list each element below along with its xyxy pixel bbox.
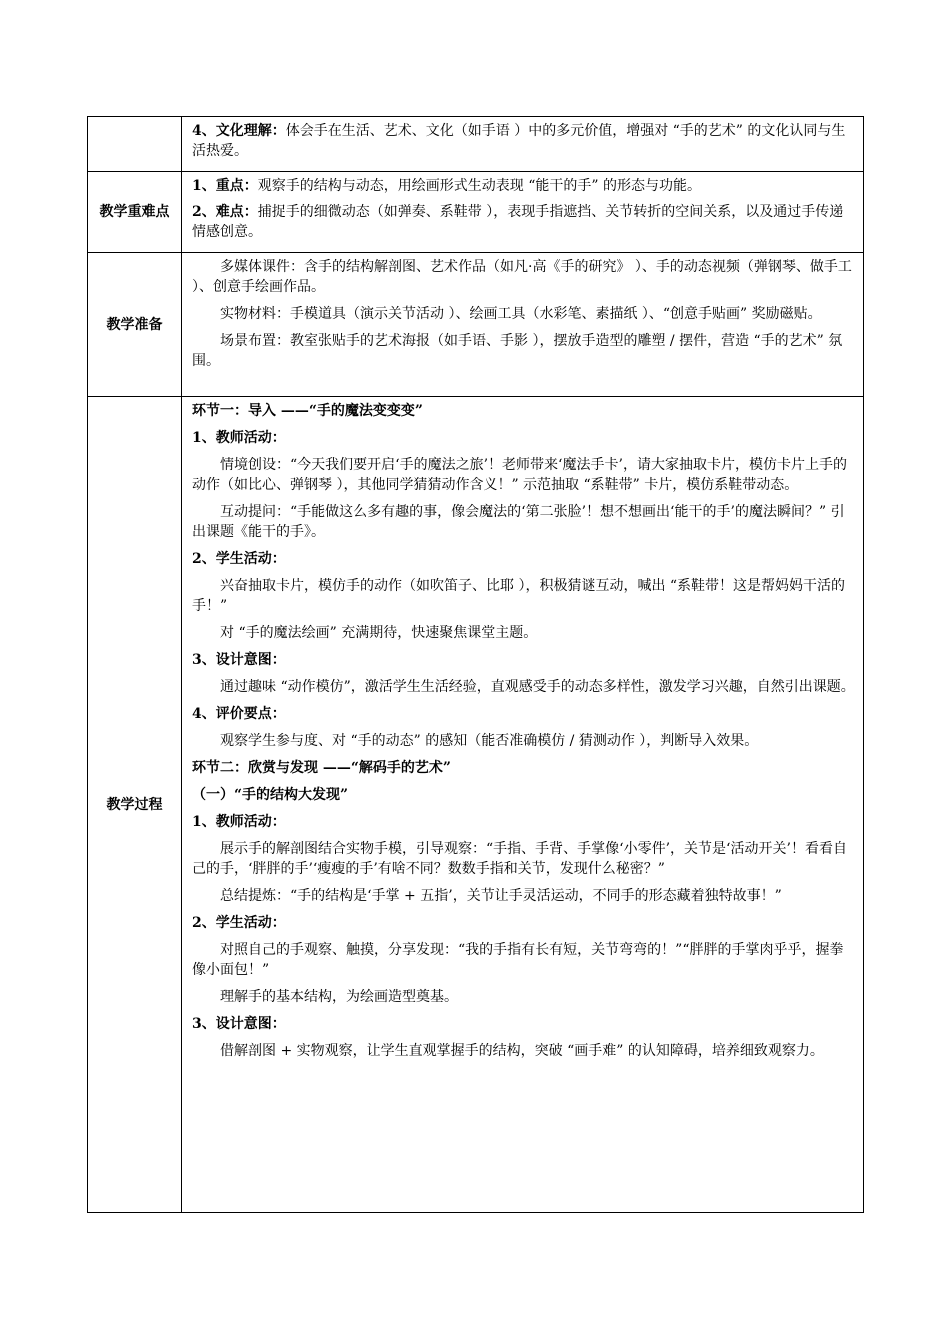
label-teaching-process: 教学过程 [88,397,182,1213]
row-key-points [88,172,864,253]
label-preparation: 教学准备 [88,253,182,397]
section-1-student-p2: 对 “手的魔法绘画” 充满期待，快速聚焦课堂主题。 [220,625,538,641]
section-2-design-heading: 3、设计意图： [192,1016,286,1032]
section-2-design-p1: 借解剖图 + 实物观察，让学生直观掌握手的结构，突破 “画手难” 的认知障碍，培养细致观察力。 [220,1043,824,1059]
difficult-point [192,202,855,242]
section-1-eval-heading: 4、评价要点： [192,706,286,722]
goal-item-4 [192,121,855,161]
section-1-teacher-heading: 1、教师活动： [192,430,286,446]
section-2-student-p2: 理解手的基本结构，为绘画造型奠基。 [220,989,458,1005]
section-1-teacher-p2: 互动提问：“手能做这么多有趣的事，像会魔法的‘第二张脸’！想不想画出‘能干的手’的魔法瞬间？” 引出课题《能干的手》。 [192,504,845,540]
section-2-subtitle: （一）“手的结构大发现” [192,787,349,803]
key-point [192,176,855,196]
prep-scene: 场景布置：教室张贴手的艺术海报（如手语、手影 ），摆放手造型的雕塑 / 摆件，营造 “手的艺术” 氛围。 [192,333,843,369]
section-2-student-p1: 对照自己的手观察、触摸，分享发现：“我的手指有长有短，关节弯弯的！”“胖胖的手掌肉乎乎，握拳像小面包！” [192,942,844,978]
prep-materials: 实物材料：手模道具（演示关节活动 ）、绘画工具（水彩笔、素描纸 ）、“创意手贴画” 奖励磁贴。 [220,306,822,322]
label-empty [88,117,182,172]
section-1-student-p1: 兴奋抽取卡片，模仿手的动作（如吹笛子、比耶 ），积极猜谜互动，喊出 “系鞋带！这是帮妈妈干活的手！” [192,578,846,614]
lesson-plan-page [87,116,864,1213]
row-goals-continued [88,117,864,172]
lesson-plan-table [87,116,864,1213]
goals-content [182,117,864,172]
row-teaching-process [88,397,864,1213]
difficult-point-title: 2、难点： [192,204,258,220]
section-2-teacher-p2: 总结提炼：“手的结构是‘手掌 + 五指’，关节让手灵活运动，不同手的形态藏着独特故事！” [220,888,782,904]
section-1-design-heading: 3、设计意图： [192,652,286,668]
section-1-teacher-p1: 情境创设：“今天我们要开启‘手的魔法之旅’！老师带来‘魔法手卡’，请大家抽取卡片，模仿卡片上手的动作（如比心、弹钢琴 ），其他同学猜猜动作含义！” 示范抽取 “系鞋带” 卡片，模仿系鞋带动态。 [192,457,847,493]
section-2-title: 环节二：欣赏与发现 ——“解码手的艺术” [192,760,451,776]
section-2-student-heading: 2、学生活动： [192,915,286,931]
section-1-title: 环节一：导入 ——“手的魔法变变变” [192,403,423,419]
key-point-title: 1、重点： [192,178,258,194]
section-2-teacher-p1: 展示手的解剖图结合实物手模，引导观察：“手指、手背、手掌像‘小零件’，关节是‘活动开关’！看看自己的手，‘胖胖的手’‘瘦瘦的手’有啥不同？数数手指和关节，发现什么秘密？” [192,841,847,877]
section-1-eval-p1: 观察学生参与度、对 “手的动态” 的感知（能否准确模仿 / 猜测动作 ），判断导入效果。 [220,733,759,749]
goal-item-4-title: 4、文化理解： [192,123,286,139]
row-preparation [88,253,864,397]
label-key-points: 教学重难点 [88,172,182,253]
section-1-design-p1: 通过趣味 “动作模仿”，激活学生生活经验，直观感受手的动态多样性，激发学习兴趣，自然引出课题。 [220,679,855,695]
prep-multimedia: 多媒体课件：含手的结构解剖图、艺术作品（如凡·高《手的研究》 ）、手的动态视频（弹钢琴、做手工 ）、创意手绘画作品。 [192,259,852,295]
preparation-content [182,253,864,397]
key-point-text: 观察手的结构与动态，用绘画形式生动表现 “能干的手” 的形态与功能。 [257,178,701,194]
section-2-teacher-heading: 1、教师活动： [192,814,286,830]
teaching-process-content [182,397,864,1213]
goal-item-4-text: 体会手在生活、艺术、文化（如手语 ）中的多元价值，增强对 “手的艺术” 的文化认同与生活热爱。 [192,123,846,159]
difficult-point-text: 捕捉手的细微动态（如弹奏、系鞋带 ），表现手指遮挡、关节转折的空间关系，以及通过手传递情感创意。 [192,204,844,240]
section-1-student-heading: 2、学生活动： [192,551,286,567]
key-points-content [182,172,864,253]
